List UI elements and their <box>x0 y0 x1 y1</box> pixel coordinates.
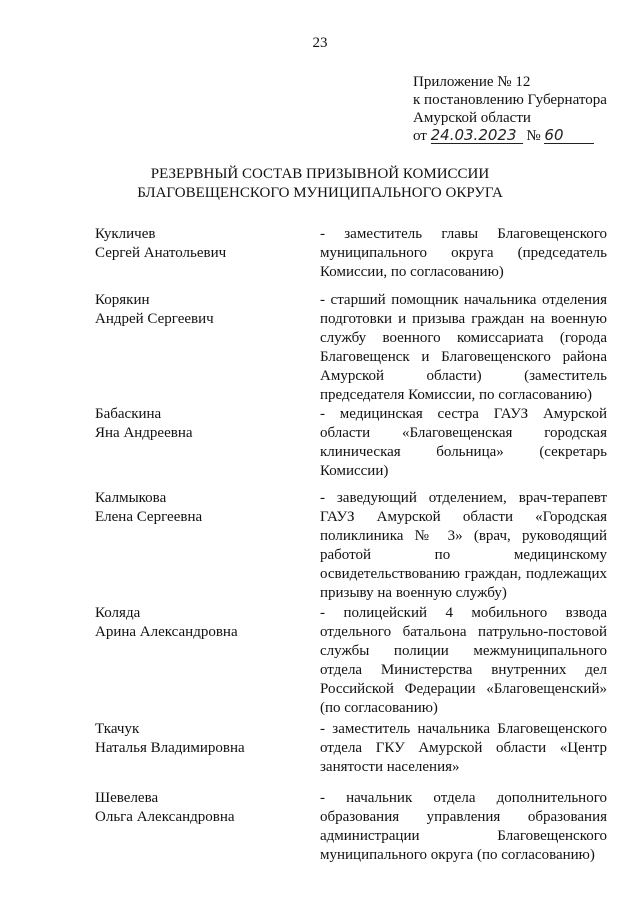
member-role: - заместитель главы Благовещенского муниципального округа (председатель Комиссии, по согласованию) <box>320 226 607 280</box>
member-role: - начальник отдела дополнительного образования управления образования администрации Благовещенского муниципального округа (по согласованию) <box>320 790 607 863</box>
member-given-names: Арина Александровна <box>95 624 238 640</box>
date-prefix: от <box>413 128 427 144</box>
appendix-line-2: к постановлению Губернатора <box>413 92 607 108</box>
member-given-names: Яна Андреевна <box>95 425 193 441</box>
member-given-names: Ольга Александровна <box>95 809 235 825</box>
member-surname: Коляда <box>95 605 141 621</box>
member-given-names: Андрей Сергеевич <box>95 311 214 327</box>
member-name <box>95 789 305 827</box>
member-name <box>95 405 305 443</box>
member-name <box>95 489 305 527</box>
member-name <box>95 604 305 642</box>
member-surname: Бабаскина <box>95 406 162 422</box>
title-line-2: БЛАГОВЕЩЕНСКОГО МУНИЦИПАЛЬНОГО ОКРУГА <box>137 185 503 201</box>
member-role: - заведующий отделением, врач-терапевт ГАУЗ Амурской области «Городская поликлиника № 3» (врач, руководящий работой по медицинскому освидетельствованию граждан, подлежащих призыву на военную службу) <box>320 490 607 601</box>
member-name <box>95 291 305 329</box>
handwritten-date: 24.03.2023 <box>431 128 523 144</box>
member-surname: Ткачук <box>95 721 140 737</box>
member-surname: Шевелева <box>95 790 159 806</box>
appendix-line-3: Амурской области <box>413 110 531 126</box>
document-title <box>0 165 640 203</box>
member-role: - полицейский 4 мобильного взвода отдельного батальона патрульно-постовой службы полиции межмуниципального отдела Министерства внутренних дел Российской Федерации «Благовещенский» (по согласованию) <box>320 605 607 716</box>
number-prefix: № <box>526 128 541 144</box>
member-given-names: Наталья Владимировна <box>95 740 245 756</box>
member-name <box>95 225 305 263</box>
page-number: 23 <box>312 35 328 51</box>
appendix-line-1: Приложение № 12 <box>413 74 531 90</box>
title-line-1: РЕЗЕРВНЫЙ СОСТАВ ПРИЗЫВНОЙ КОМИССИИ <box>150 166 490 182</box>
appendix-date-line <box>413 127 607 145</box>
appendix-header <box>413 73 607 145</box>
member-surname: Кукличев <box>95 226 156 242</box>
member-surname: Корякин <box>95 292 150 308</box>
member-given-names: Елена Сергеевна <box>95 509 203 525</box>
member-given-names: Сергей Анатольевич <box>95 245 227 261</box>
member-role: - заместитель начальника Благовещенского отдела ГКУ Амурской области «Центр занятости населения» <box>320 721 607 775</box>
handwritten-number: 60 <box>544 128 594 144</box>
member-surname: Калмыкова <box>95 490 167 506</box>
member-role: - медицинская сестра ГАУЗ Амурской области «Благовещенская городская клиническая больница» (секретарь Комиссии) <box>320 406 607 479</box>
member-name <box>95 720 305 758</box>
member-role: - старший помощник начальника отделения подготовки и призыва граждан на военную службу военного комиссариата (города Благовещенск и Благовещенского района Амурской области) (заместитель председателя Комиссии, по согласованию) <box>320 292 607 403</box>
